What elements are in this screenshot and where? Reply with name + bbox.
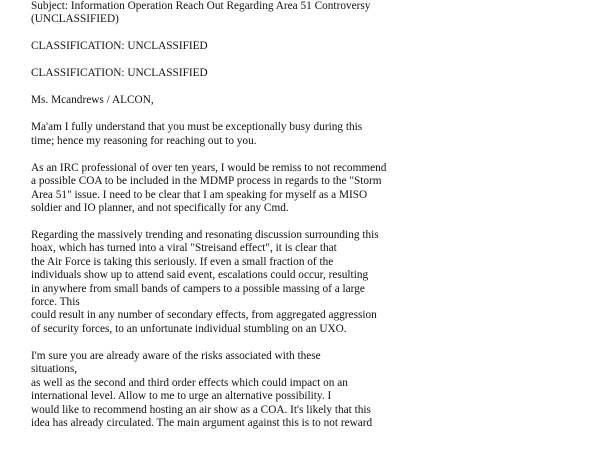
classification-header — [31, 67, 591, 80]
paragraph-line: hoax, which has turned into a viral "Streisand effect", it is clear that — [31, 242, 337, 255]
paragraph-line: As an IRC professional of over ten years, I would be remiss to not recommend — [31, 161, 387, 174]
salutation-text: Ms. Mcandrews / ALCON, — [31, 94, 154, 107]
paragraph-line: Regarding the massively trending and resonating discussion surrounding this — [31, 229, 379, 242]
paragraph-line: soldier and IO planner, and not specifically for any Cmd. — [31, 202, 289, 215]
subject-line: Subject: Information Operation Reach Out Regarding Area 51 Controversy — [31, 0, 371, 12]
body-paragraph — [31, 162, 591, 216]
paragraph-line: individuals show up to attend said event, escalations could occur, resulting — [31, 269, 369, 282]
paragraph-line: as well as the second and third order effects which could impact on an — [31, 376, 348, 389]
paragraph-line: international level. Allow to me to urge an alternative possibility. I — [31, 390, 332, 403]
paragraph-line: Ma'am I fully understand that you must be exceptionally busy during this — [31, 121, 363, 134]
paragraph-line: in anywhere from small bands of campers to a possible massing of a large — [31, 282, 365, 295]
classification-header — [31, 40, 591, 53]
salutation — [31, 94, 591, 107]
paragraph-line: would like to recommend hosting an air show as a COA. It's likely that this — [31, 403, 371, 416]
paragraph-line: of security forces, to an unfortunate individual stumbling on an UXO. — [31, 322, 347, 335]
paragraph-line: time; hence my reasoning for reaching out to you. — [31, 134, 257, 147]
body-paragraph — [31, 350, 591, 430]
body-paragraph — [31, 121, 591, 148]
subject-block — [31, 0, 591, 27]
paragraph-line: could result in any number of secondary effects, from aggregated aggression — [31, 309, 377, 322]
classification-text: CLASSIFICATION: UNCLASSIFIED — [31, 40, 208, 53]
paragraph-line: Area 51" issue. I need to be clear that I am speaking for myself as a MISO — [31, 188, 368, 201]
paragraph-line: a possible COA to be included in the MDMP process in regards to the "Storm — [31, 175, 382, 188]
subject-line: (UNCLASSIFIED) — [31, 13, 119, 26]
body-paragraph — [31, 229, 591, 336]
email-document — [31, 0, 591, 444]
classification-text: CLASSIFICATION: UNCLASSIFIED — [31, 67, 208, 80]
paragraph-line: the Air Force is taking this seriously. If even a small fraction of the — [31, 255, 334, 268]
paragraph-line: situations, — [31, 363, 78, 376]
paragraph-line: I'm sure you are already aware of the risks associated with these — [31, 349, 321, 362]
paragraph-line: idea has already circulated. The main argument against this is to not reward — [31, 416, 373, 429]
paragraph-line: force. This — [31, 296, 80, 309]
